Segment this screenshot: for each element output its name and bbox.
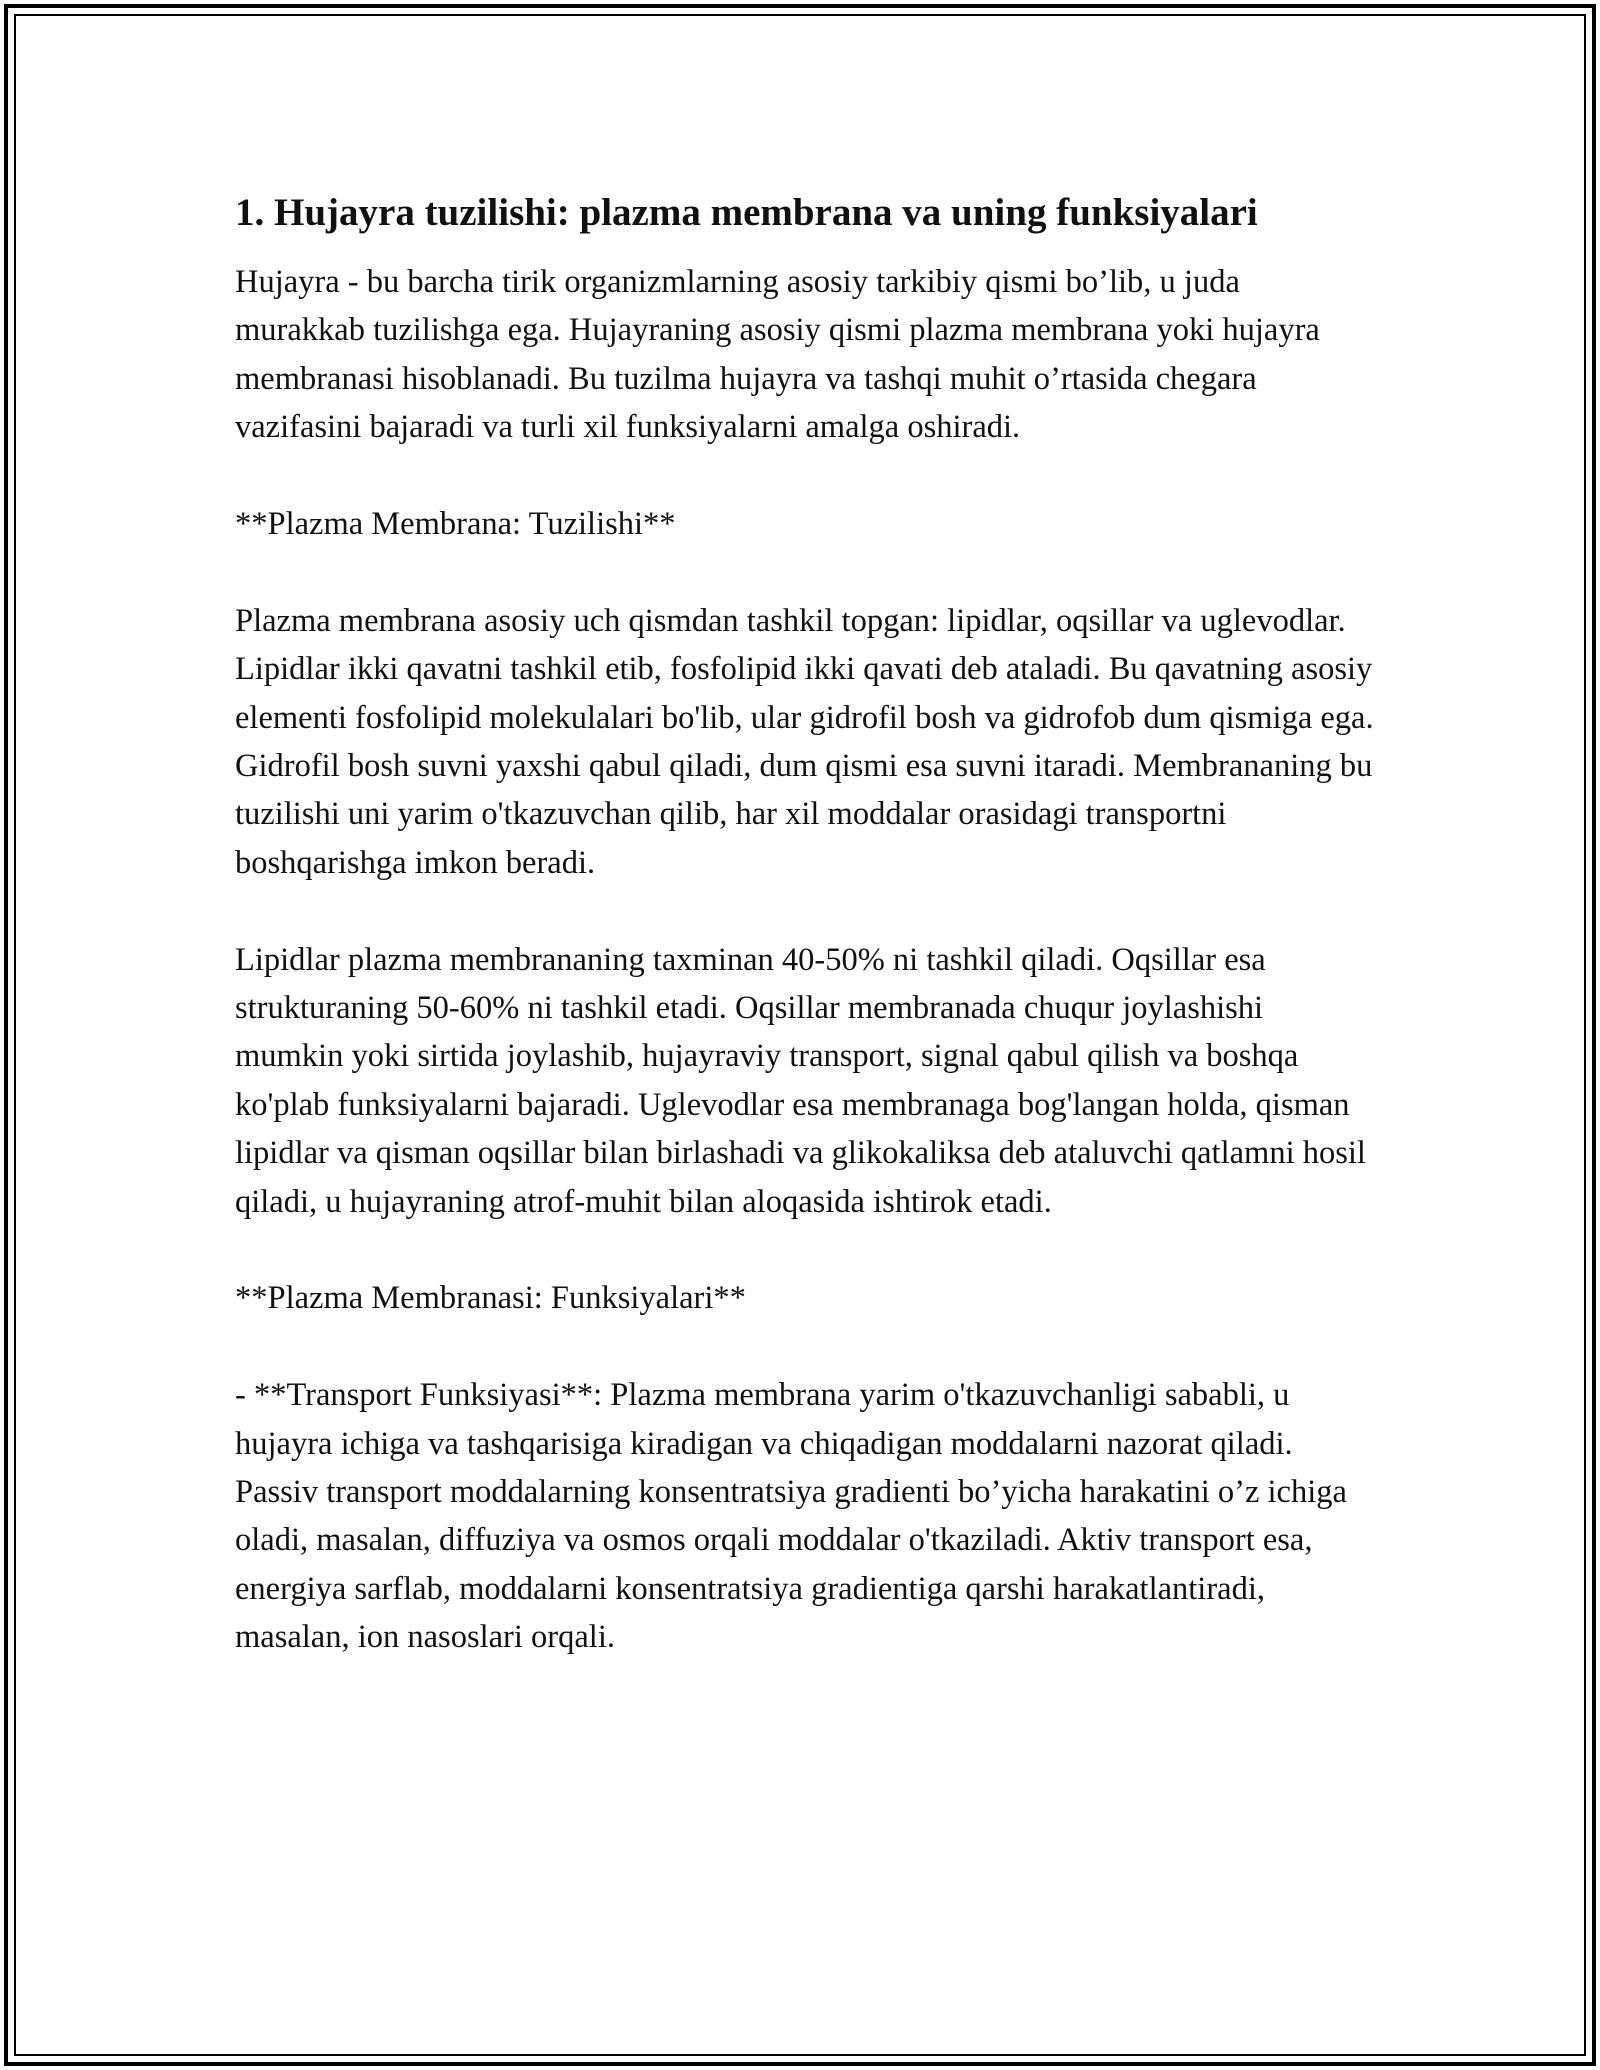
document-body bbox=[235, 188, 1375, 1710]
paragraph-structure: Plazma membrana asosiy uch qismdan tashkil topgan: lipidlar, oqsillar va uglevodlar. Lipidlar ikki qavatni tashkil etib, fosfolipid ikki qavati deb ataladi. Bu qavatning asosiy elementi fosfolipid molekulalari bo'lib, ular gidrofil bosh va gidrofob dum qismiga ega. Gidrofil bosh suvni yaxshi qabul qiladi, dum qismi esa suvni itaradi. Membrananing bu tuzilishi uni yarim o'tkazuvchan qilib, har xil moddalar orasidagi transportni boshqarishga imkon beradi. bbox=[235, 602, 1374, 881]
heading-structure: **Plazma Membrana: Tuzilishi** bbox=[235, 506, 676, 543]
paragraph-composition: Lipidlar plazma membrananing taxminan 40-50% ni tashkil qiladi. Oqsillar esa strukturaning 50-60% ni tashkil etadi. Oqsillar membranada chuqur joylashishi mumkin yoki sirtida joylashib, hujayraviy transport, signal qabul qilish va boshqa ko'plab funksiyalarni bajaradi. Uglevodlar esa membranaga bog'langan holda, qisman lipidlar va qisman oqsillar bilan birlashadi va glikokaliksa deb ataluvchi qatlamni hosil qiladi, u hujayraning atrof-muhit bilan aloqasida ishtirok etadi. bbox=[235, 941, 1366, 1220]
document-title: 1. Hujayra tuzilishi: plazma membrana va uning funksiyalari bbox=[235, 191, 1258, 234]
paragraph-transport-function: - **Transport Funksiyasi**: Plazma membrana yarim o'tkazuvchanligi sababli, u hujayra ichiga va tashqarisiga kiradigan va chiqadigan moddalarni nazorat qiladi. Passiv transport moddalarning konsentratsiya gradienti bo’yicha harakatini o’z ichiga oladi, masalan, diffuziya va osmos orqali moddalar o'tkaziladi. Aktiv transport esa, energiya sarflab, moddalarni konsentratsiya gradientiga qarshi harakatlantiradi, masalan, ion nasoslari orqali. bbox=[235, 1377, 1347, 1656]
paragraph-intro: Hujayra - bu barcha tirik organizmlarning asosiy tarkibiy qismi bo’lib, u juda murakkab tuzilishga ega. Hujayraning asosiy qismi plazma membrana yoki hujayra membranasi hisoblanadi. Bu tuzilma hujayra va tashqi muhit o’rtasida chegara vazifasini bajaradi va turli xil funksiyalarni amalga oshiradi. bbox=[235, 264, 1320, 446]
heading-functions: **Plazma Membranasi: Funksiyalari** bbox=[235, 1280, 746, 1317]
